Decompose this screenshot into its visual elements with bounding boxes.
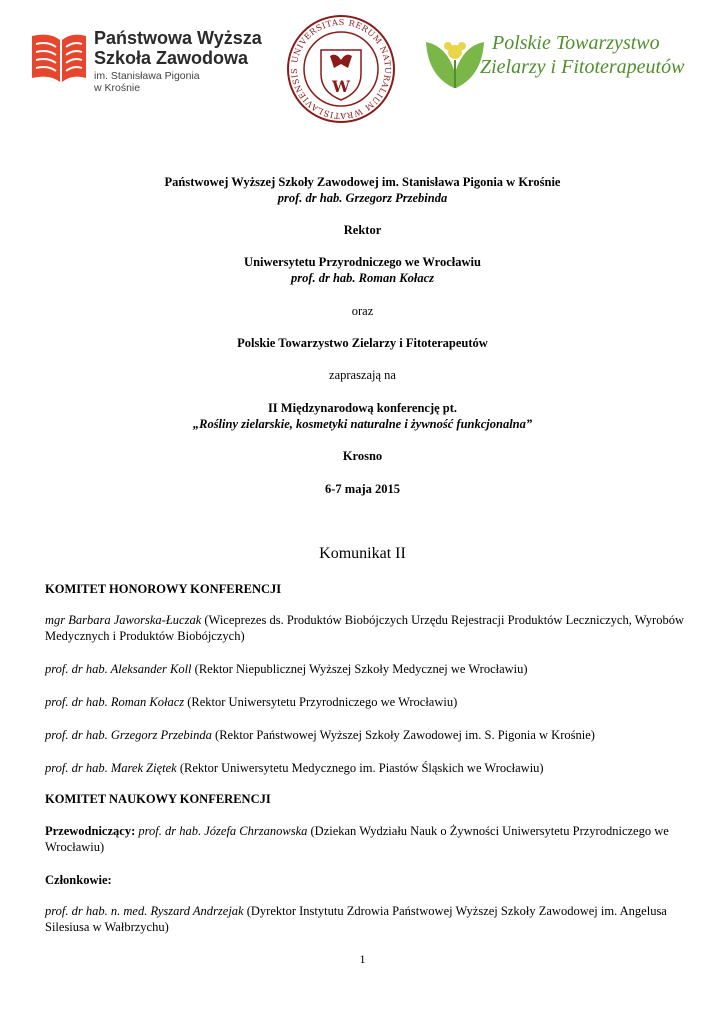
conference-title: „Rośliny zielarskie, kosmetyki naturalne i żywność funkcjonalna” [192,417,533,431]
invitation-date: 6-7 maja 2015 [325,482,400,496]
member-name: prof. dr hab. Marek Ziętek [45,761,177,775]
pwsz-logo-line1: Państwowa Wyższa [94,28,262,48]
pwsz-logo-line3: im. Stanisława Pigonia [94,70,200,82]
invitation-line2: prof. dr hab. Grzegorz Przebinda [277,191,448,205]
chair-label: Przewodniczący: [45,824,136,838]
pwsz-logo-line2: Szkoła Zawodowa [94,48,249,68]
ptzif-logo [420,26,700,98]
member-desc: (Dyrektor Instytutu Zdrowia Państwowej Wyższej Szkoły Zawodowej im. Angelusa Silesiusa w Wałbrzychu) [45,904,667,934]
member-desc: (Rektor Uniwersytetu Przyrodniczego we Wrocławiu) [184,695,458,709]
chair-name: prof. dr hab. Józefa Chrzanowska [135,824,308,838]
scientific-committee-title: KOMITET NAUKOWY KONFERENCJI [45,792,271,806]
member-desc: (Rektor Państwowej Wyższej Szkoły Zawodowej im. S. Pigonia w Krośnie) [211,728,595,742]
university-seal [286,14,396,124]
page-heading: Komunikat II [319,545,406,562]
chair-desc: (Dziekan Wydziału Nauk o Żywności Uniwersytetu Przyrodniczego we Wrocławiu) [45,824,669,854]
member-name: prof. dr hab. Aleksander Koll [45,662,192,676]
invitation-line1: Państwowej Wyższej Szkoły Zawodowej im. Stanisława Pigonia w Krośnie [164,175,561,189]
member-name: prof. dr hab. n. med. Ryszard Andrzejak [45,904,244,918]
member-desc: (Wiceprezes ds. Produktów Biobójczych Urzędu Rejestracji Produktów Leczniczych, Wyrobów Medycznych i Produktów Biobójczych) [45,613,684,643]
member-name: prof. dr hab. Roman Kołacz [45,695,185,709]
honorary-member [45,727,685,743]
member-desc: (Rektor Niepublicznej Wyższej Szkoły Medycznej we Wrocławiu) [191,662,528,676]
seal-ring-text: UNIVERSITAS RERUM NATURALIUM WRATISLAVIENSIS [288,16,394,122]
page-number: 1 [359,952,366,966]
scientific-chair [45,823,685,855]
svg-text:W: W [332,77,350,96]
honorary-member [45,612,685,644]
member-desc: (Rektor Uniwersytetu Medycznego im. Piastów Śląskich we Wrocławiu) [176,761,544,775]
invitation-location: Krosno [342,449,383,463]
invitation-line8: zapraszają na [329,368,396,382]
pwsz-logo-line4: w Krośnie [94,82,141,94]
invitation-line5: prof. dr hab. Roman Kołacz [290,271,435,285]
member-name: mgr Barbara Jaworska-Łuczak [45,613,202,627]
invitation-line4: Uniwersytetu Przyrodniczego we Wrocławiu [244,255,481,269]
honorary-committee-title: KOMITET HONOROWY KONFERENCJI [45,582,282,596]
honorary-member [45,694,685,710]
pwsz-book-icon [30,30,88,86]
ptzif-logo-line2: Zielarzy i Fitoterapeutów [480,56,685,78]
honorary-member [45,661,685,677]
member-name: prof. dr hab. Grzegorz Przebinda [45,728,212,742]
honorary-member [45,760,685,776]
invitation-line7: Polskie Towarzystwo Zielarzy i Fitoterapeutów [237,336,488,350]
pwsz-logo [30,26,260,94]
ptzif-logo-line1: Polskie Towarzystwo [492,32,660,54]
invitation-line9: II Międzynarodową konferencję pt. [267,401,458,415]
invitation-line3: Rektor [343,223,382,237]
members-label: Członkowie: [45,873,112,887]
scientific-member [45,903,685,935]
invitation-line6: oraz [351,304,374,318]
